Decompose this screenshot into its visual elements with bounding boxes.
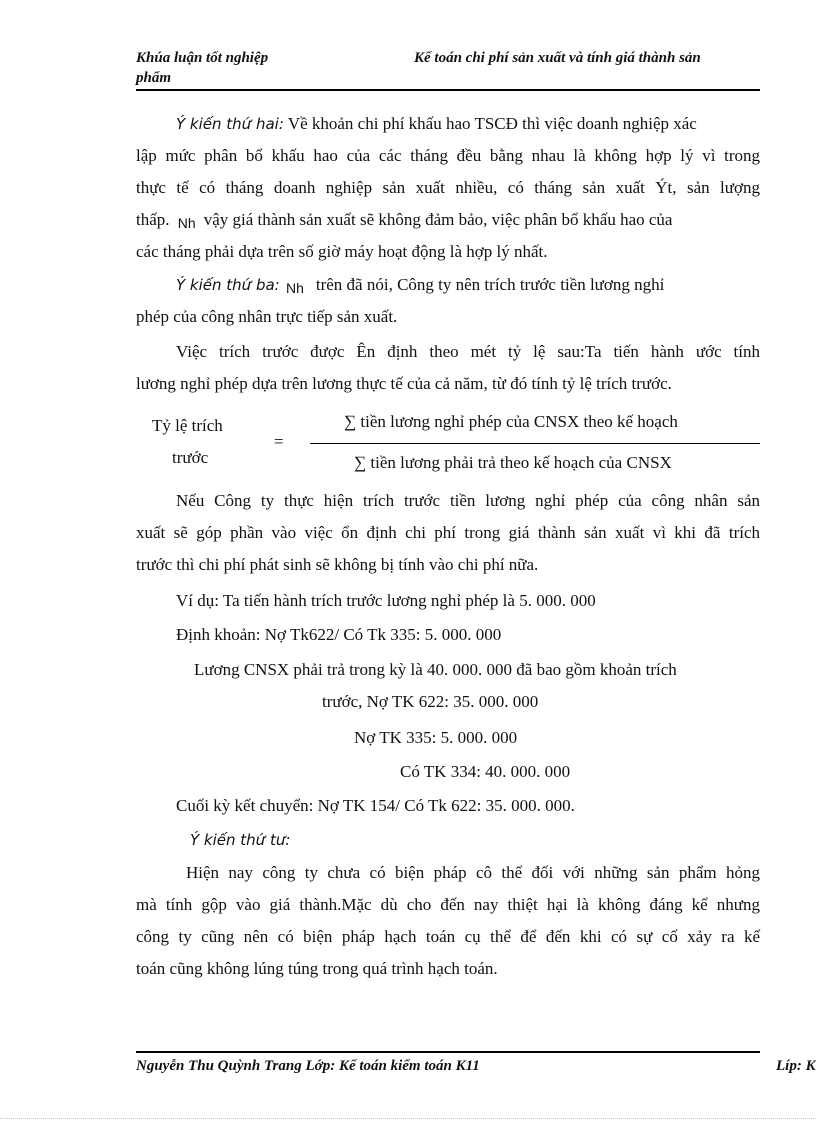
para5-line2: mà tính gộp vào giá thành.Mặc dù cho đến nay thiệt hại là không đáng kể nhưng	[136, 895, 760, 914]
formula-lhs-line2: trước	[172, 448, 209, 467]
footer-left: Nguyễn Thu Quỳnh Trang Lớp: Kế toán kiểm toán K11	[136, 1058, 480, 1074]
para1-line4-a: thấp.	[136, 210, 170, 229]
para1-line4-nh: Nh	[177, 215, 196, 231]
para1-line2: lập mức phân bổ khấu hao của các tháng đều bằng nhau là không hợp lý vì trong	[136, 146, 760, 165]
fraction-bar	[310, 443, 760, 444]
example-line2: Định khoản: Nợ Tk622/ Có Tk 335: 5. 000. 000	[176, 625, 502, 644]
example-line3: Lương CNSX phải trả trong kỳ là 40. 000. 000 đã bao gồm khoản trích	[194, 660, 677, 679]
example-line7: Cuối kỳ kết chuyển: Nợ TK 154/ Có Tk 622: 35. 000. 000.	[176, 796, 575, 815]
footer-right: Líp: K	[776, 1058, 816, 1074]
para2-line1	[176, 275, 760, 295]
example-line6: Có TK 334: 40. 000. 000	[400, 762, 571, 781]
para1-line4	[136, 210, 760, 230]
para5-line3: công ty cũng nên có biện pháp hạch toán cụ thể để đến khi có sự cố xảy ra kế	[136, 927, 760, 946]
para4-line3: trước thì chi phí phát sinh sẽ không bị tính vào chi phí nữa.	[136, 555, 539, 574]
para2-label: Ý kiến thứ ba:	[176, 276, 280, 294]
para3-line2: lương nghỉ phép dựa trên lương thực tế của cả năm, từ đó tính tỷ lệ trích trước.	[136, 374, 672, 393]
para3-line1: Việc trích trước được Ên định theo mét tỷ lệ sau:Ta tiến hành ước tính	[176, 342, 760, 361]
para1-line1-text: Về khoản chi phí khấu hao TSCĐ thì việc doanh nghiệp xác	[283, 114, 697, 133]
header-right: Kế toán chi phí sản xuất và tính giá thành sản	[414, 50, 701, 66]
para5-line1: Hiện nay công ty chưa có biện pháp cô thể đối với những sản phẩm hỏng	[186, 863, 760, 882]
example-line5: Nợ TK 335: 5. 000. 000	[354, 728, 518, 747]
para5-label: Ý kiến thứ tư:	[190, 831, 291, 849]
formula-equals: =	[274, 432, 284, 451]
para1-line3: thực tế có tháng doanh nghiệp sản xuất nhiều, có tháng sản xuất Ýt, sản lượng	[136, 178, 760, 197]
para1-line1	[176, 114, 760, 134]
para1-label: Ý kiến thứ hai:	[176, 115, 284, 133]
para2-line2: phép của công nhân trực tiếp sản xuất.	[136, 307, 398, 326]
formula-denominator: ∑ tiền lương phải trả theo kế hoạch của CNSX	[354, 453, 672, 472]
header-left: Khúa luận tốt nghiệp	[136, 50, 269, 66]
para5-line4: toán cũng không lúng túng trong quá trình hạch toán.	[136, 959, 498, 978]
header-rule	[136, 89, 760, 91]
para4-line2: xuất sẽ góp phần vào việc ổn định chi phí trong giá thành sản xuất vì khi đã trích	[136, 523, 760, 542]
para2-line1-text: trên đã nói, Công ty nên trích trước tiền lương nghỉ	[315, 275, 665, 294]
header-left-continued: phẩm	[136, 70, 172, 86]
formula-numerator: ∑ tiền lương nghỉ phép của CNSX theo kế hoạch	[344, 412, 678, 431]
para2-nh: Nh	[285, 280, 304, 296]
example-line1: Ví dụ: Ta tiến hành trích trước lương nghỉ phép là 5. 000. 000	[176, 591, 596, 610]
para1-line4-b: vậy giá thành sản xuất sẽ không đảm bảo, việc phân bổ khấu hao của	[203, 210, 673, 229]
page-bottom-divider	[0, 1118, 816, 1119]
para4-line1: Nếu Công ty thực hiện trích trước tiền lương nghỉ phép của công nhân sản	[176, 491, 760, 510]
example-line4: trước, Nợ TK 622: 35. 000. 000	[322, 692, 539, 711]
formula-lhs-line1: Tỷ lệ trích	[152, 416, 223, 435]
footer-rule	[136, 1051, 760, 1053]
para1-line5: các tháng phải dựa trên số giờ máy hoạt động là hợp lý nhất.	[136, 242, 548, 261]
